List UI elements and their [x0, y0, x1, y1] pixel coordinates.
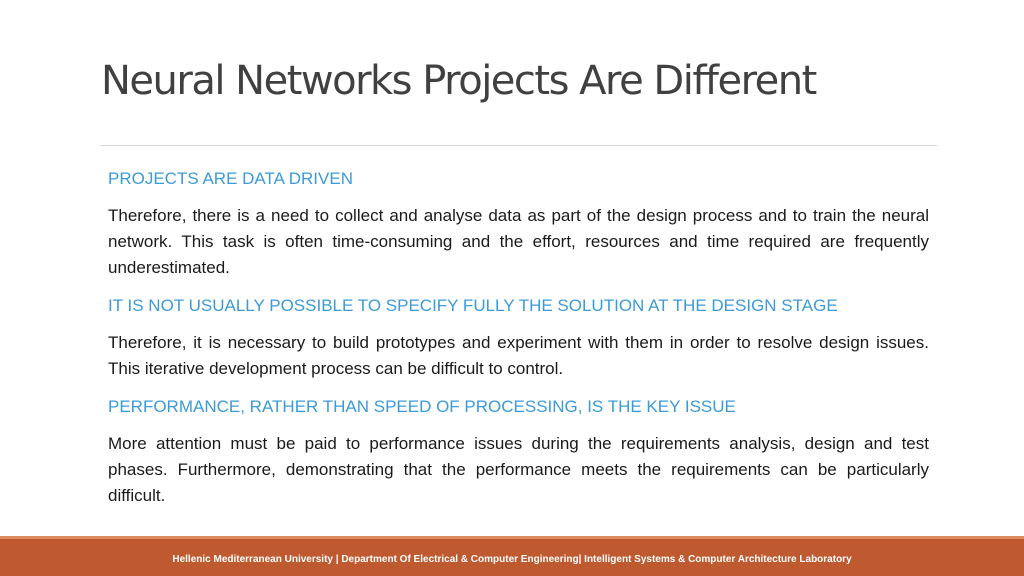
- section-heading-performance: PERFORMANCE, RATHER THAN SPEED OF PROCESSING, IS THE KEY ISSUE: [108, 397, 736, 416]
- section-text-performance: More attention must be paid to performance issues during the requirements analysis, design and test phases. Furthermore, demonstrating that the performance meets the requirements can be particularly difficult.: [108, 434, 929, 505]
- footer-text: Hellenic Mediterranean University | Department Of Electrical & Computer Engineering| Intelligent Systems & Computer Architecture Laboratory: [172, 554, 852, 565]
- section-text-design-stage: Therefore, it is necessary to build prototypes and experiment with them in order to resolve design issues. This iterative development process can be difficult to control.: [108, 333, 929, 378]
- section-text-data-driven: Therefore, there is a need to collect and analyse data as part of the design process and to train the neural network. This task is often time-consuming and the effort, resources and time required are frequently underestimated.: [108, 206, 929, 277]
- title-divider: [101, 145, 937, 146]
- slide-content: [108, 167, 929, 522]
- section-heading-design-stage: IT IS NOT USUALLY POSSIBLE TO SPECIFY FULLY THE SOLUTION AT THE DESIGN STAGE: [108, 296, 838, 315]
- slide-title: Neural Networks Projects Are Different: [101, 58, 816, 104]
- footer-bar: [0, 536, 1024, 576]
- section-heading-data-driven: PROJECTS ARE DATA DRIVEN: [108, 169, 353, 188]
